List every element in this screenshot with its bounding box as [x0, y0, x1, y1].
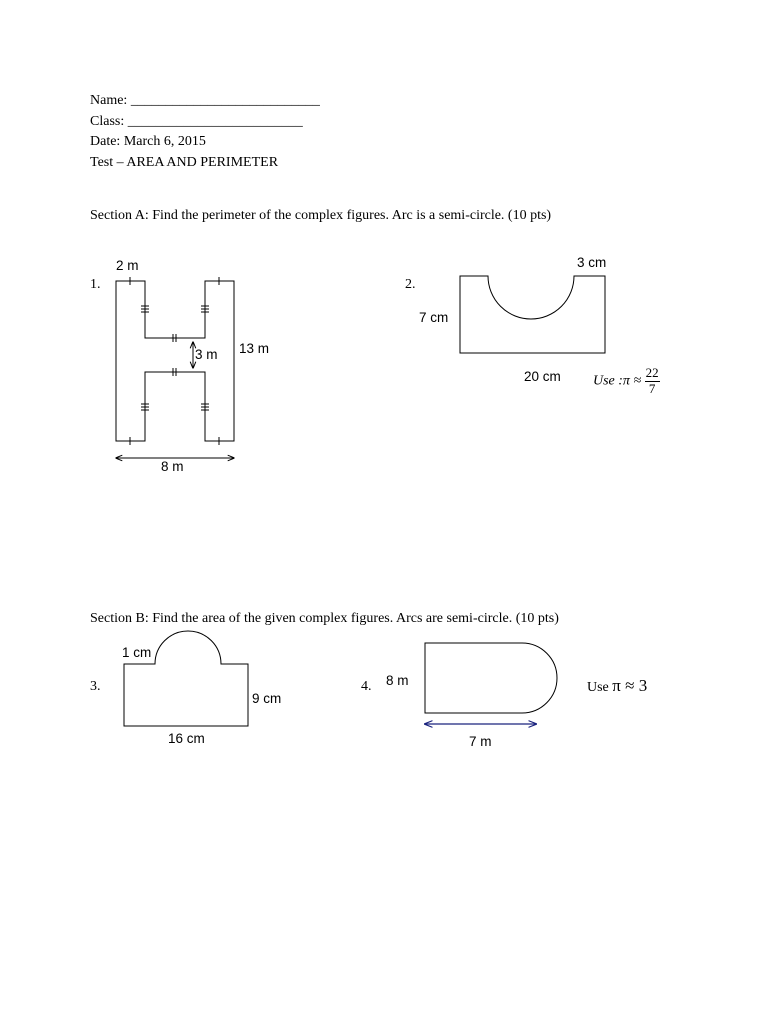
- problem-2-number: 2.: [405, 277, 416, 292]
- rounded-end-rectangle-outline: [425, 643, 557, 713]
- section-b-instructions: Section B: Find the area of the given complex figures. Arcs are semi-circle. (10 pts): [90, 611, 559, 626]
- pi-note-prefix: Use: [587, 680, 609, 695]
- date-line: Date: March 6, 2015: [90, 134, 206, 149]
- notched-rectangle-outline: [460, 276, 605, 353]
- problem-3-width-label: 16 cm: [168, 731, 205, 746]
- problem-3-top-label: 1 cm: [122, 645, 152, 660]
- problem-4-number: 4.: [361, 679, 372, 694]
- test-title: Test – AREA AND PERIMETER: [90, 155, 279, 170]
- section-a-instructions: Section A: Find the perimeter of the complex figures. Arc is a semi-circle. (10 pts): [90, 208, 552, 223]
- pi-fraction-numerator: 22: [645, 365, 659, 380]
- problem-1-middle-label: 3 m: [195, 347, 218, 362]
- problem-2-top-label: 3 cm: [577, 255, 607, 270]
- problem-2-pi-note: [593, 366, 660, 397]
- problem-1-width-label: 8 m: [161, 459, 184, 474]
- problem-1-height-label: 13 m: [239, 341, 270, 356]
- problem-2-height-label: 7 cm: [419, 310, 449, 325]
- problem-3-height-label: 9 cm: [252, 691, 282, 706]
- problem-1-top-label: 2 m: [116, 258, 139, 273]
- problem-4-pi-note: [587, 677, 647, 695]
- class-field-line: Class: _________________________: [90, 114, 303, 129]
- name-field-line: Name: ___________________________: [90, 93, 320, 108]
- problem-1-number: 1.: [90, 277, 101, 292]
- pi-approx-fraction: [645, 366, 660, 397]
- problem-2-width-label: 20 cm: [524, 369, 561, 384]
- problem-4-width-label: 7 m: [469, 734, 492, 749]
- pi-fraction-denominator: 7: [648, 380, 656, 396]
- problem-3-number: 3.: [90, 679, 101, 694]
- problem-4-height-label: 8 m: [386, 673, 409, 688]
- pi-approx-prefix: Use :π ≈: [593, 373, 642, 389]
- pi-note-value: π ≈ 3: [612, 676, 648, 695]
